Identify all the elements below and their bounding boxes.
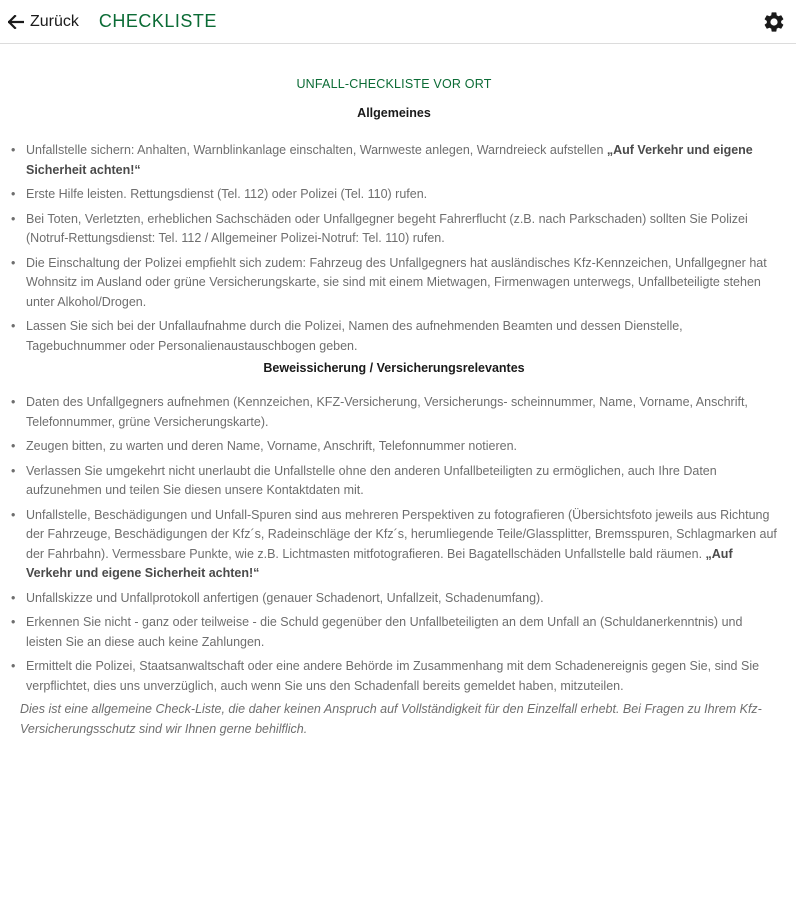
top-bar xyxy=(0,0,796,44)
list-item: • Zeugen bitten, zu warten und deren Name, Vorname, Anschrift, Telefonnummer notieren. xyxy=(10,437,778,457)
list-item: • Erkennen Sie nicht - ganz oder teilweise - die Schuld gegenüber den Unfallbeteiligten an dem Unfall an (Schuldanerkenntnis) und leisten Sie an diese auch keine Zahlungen. xyxy=(10,613,778,652)
back-button[interactable] xyxy=(8,13,79,31)
checklist-content[interactable] xyxy=(0,77,796,739)
list-item: • Ermittelt die Polizei, Staatsanwaltschaft oder eine andere Behörde im Zusammenhang mit dem Schadenereignis gegen Sie, sind Sie verpflichtet, dies uns unverzüglich, auch wenn Sie uns den Schadenfall bereits gemeldet haben, mitzuteilen. xyxy=(10,657,778,696)
list-beweissicherung xyxy=(10,393,778,696)
list-item: • Unfallstelle sichern: Anhalten, Warnblinkanlage einschalten, Warnweste anlegen, Warndreieck aufstellen „Auf Verkehr und eigene Sicherheit achten!“ xyxy=(10,141,778,180)
checklist-title: UNFALL-CHECKLISTE VOR ORT xyxy=(296,77,492,91)
section-heading-beweissicherung: Beweissicherung / Versicherungsrelevantes xyxy=(263,361,525,375)
list-item: • Lassen Sie sich bei der Unfallaufnahme durch die Polizei, Namen des aufnehmenden Beamten und dessen Dienstelle, Tagebuchnummer oder Personalienaustauschbogen geben. xyxy=(10,317,778,356)
list-item: • Daten des Unfallgegners aufnehmen (Kennzeichen, KFZ-Versicherung, Versicherungs- scheinnummer, Name, Vorname, Anschrift, Telefonnummer, grüne Versicherungskarte). xyxy=(10,393,778,432)
page-title: CHECKLISTE xyxy=(98,11,217,31)
list-item: • Die Einschaltung der Polizei empfiehlt sich zudem: Fahrzeug des Unfallgegners hat ausländisches Kfz-Kennzeichen, Unfallgegner hat Wohnsitz im Ausland oder grüne Versicherungskarte, sie sind mit einem Mietwagen, Firmenwagen unterwegs, Unfallbeteiligte stehen unter Alkohol/Drogen. xyxy=(10,254,778,313)
gear-icon[interactable] xyxy=(762,10,786,34)
disclaimer-note: Dies ist eine allgemeine Check-Liste, die daher keinen Anspruch auf Vollständigkeit für den Einzelfall erhebt. Bei Fragen zu Ihrem Kfz-Versicherungsschutz sind wir Ihnen gerne behilflich. xyxy=(20,702,762,736)
section-heading-allgemeines: Allgemeines xyxy=(357,106,431,120)
list-item: • Verlassen Sie umgekehrt nicht unerlaubt die Unfallstelle ohne den anderen Unfallbeteiligten zu ermöglichen, auch Ihre Daten aufzunehmen und teilen Sie diesen unsere Kontaktdaten mit. xyxy=(10,462,778,501)
list-item: • Unfallskizze und Unfallprotokoll anfertigen (genauer Schadenort, Unfallzeit, Schadenumfang). xyxy=(10,589,778,609)
back-label: Zurück xyxy=(30,12,79,30)
list-allgemeines xyxy=(10,141,778,356)
list-item: • Erste Hilfe leisten. Rettungsdienst (Tel. 112) oder Polizei (Tel. 110) rufen. xyxy=(10,185,778,205)
list-item: • Unfallstelle, Beschädigungen und Unfall-Spuren sind aus mehreren Perspektiven zu fotografieren (Übersichtsfoto jeweils aus Richtung der Fahrzeuge, Beschädigungen der Kfz´s, Radeinschläge der Kfz´s, herumliegende Teile/Glassplitter, Bremsspuren, Schlagmarken auf der Fahrbahn). Vermessbare Punkte, wie z.B. Lichtmasten mitfotografieren. Bei Bagatellschäden Unfallstelle bald räumen. „Auf Verkehr und eigene Sicherheit achten!“ xyxy=(10,506,778,584)
list-item: • Bei Toten, Verletzten, erheblichen Sachschäden oder Unfallgegner begeht Fahrerflucht (z.B. nach Parkschaden) sollten Sie Polizei (Notruf-Rettungsdienst: Tel. 112 / Allgemeiner Polizei-Notruf: Tel. 110) rufen. xyxy=(10,210,778,249)
arrow-left-icon xyxy=(8,15,24,29)
